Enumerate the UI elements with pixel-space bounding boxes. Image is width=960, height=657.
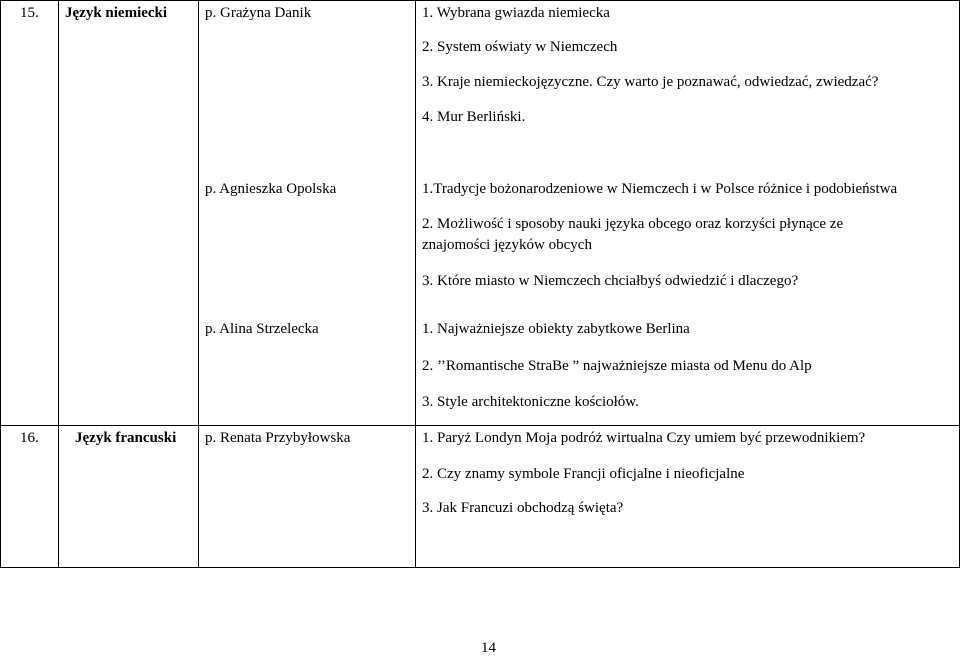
subject-name: Język niemiecki bbox=[65, 5, 168, 21]
topic-item: 3. Style architektoniczne kościołów. bbox=[422, 394, 639, 410]
col-divider bbox=[58, 0, 59, 568]
teacher-name: p. Agnieszka Opolska bbox=[205, 181, 337, 197]
topic-item: 3. Kraje niemieckojęzyczne. Czy warto je poznawać, odwiedzać, zwiedzać? bbox=[422, 74, 879, 90]
topic-item: 2. System oświaty w Niemczech bbox=[422, 39, 618, 55]
col-divider bbox=[198, 0, 199, 568]
row-number: 15. bbox=[20, 5, 39, 21]
topic-item: znajomości języków obcych bbox=[422, 237, 592, 253]
topic-item: 3. Które miasto w Niemczech chciałbyś odwiedzić i dlaczego? bbox=[422, 273, 799, 289]
table-border-top bbox=[0, 0, 960, 1]
teacher-name: p. Renata Przybyłowska bbox=[205, 430, 351, 446]
col-divider bbox=[0, 0, 1, 568]
page-number: 14 bbox=[481, 640, 496, 656]
subject-name: Język francuski bbox=[75, 430, 177, 446]
topic-item: 2. Czy znamy symbole Francji oficjalne i nieoficjalne bbox=[422, 466, 745, 482]
topic-item: 1. Najważniejsze obiekty zabytkowe Berlina bbox=[422, 321, 690, 337]
col-divider bbox=[415, 0, 416, 568]
row-number: 16. bbox=[20, 430, 39, 446]
teacher-name: p. Alina Strzelecka bbox=[205, 321, 319, 337]
topic-item: 1. Paryż Londyn Moja podróż wirtualna Czy umiem być przewodnikiem? bbox=[422, 430, 866, 446]
table-border-bottom bbox=[0, 567, 960, 568]
row-divider bbox=[0, 425, 960, 426]
topic-item: 4. Mur Berliński. bbox=[422, 109, 526, 125]
teacher-name: p. Grażyna Danik bbox=[205, 5, 312, 21]
topic-item: 1.Tradycje bożonarodzeniowe w Niemczech i w Polsce różnice i podobieństwa bbox=[422, 181, 898, 197]
topic-item: 1. Wybrana gwiazda niemiecka bbox=[422, 5, 610, 21]
topic-item: 2. Możliwość i sposoby nauki języka obcego oraz korzyści płynące ze bbox=[422, 216, 844, 232]
topic-item: 3. Jak Francuzi obchodzą święta? bbox=[422, 500, 624, 516]
topic-item: 2. ’’Romantische StraBe ” najważniejsze miasta od Menu do Alp bbox=[422, 358, 812, 374]
